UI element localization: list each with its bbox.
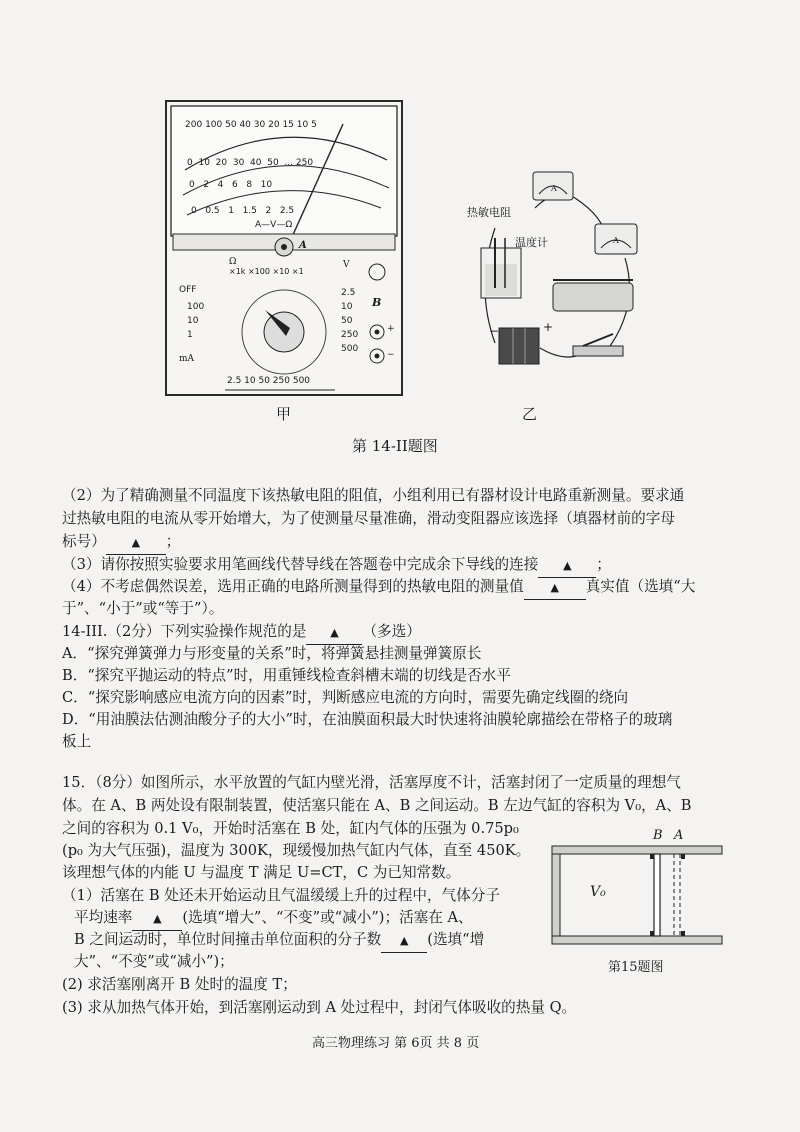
terminal-b-label: B [372, 296, 382, 309]
answer-blank[interactable]: ▲ [306, 621, 362, 645]
q15-sub1-line2: 平均速率 ▲ (选填“增大”、“不变”或“减小”)；活塞在 A、 [74, 907, 473, 931]
top-ammeter-label: A [551, 184, 557, 193]
zero-knob-label: A [299, 240, 307, 251]
figure-14-caption: 第 14-II题图 [352, 437, 438, 455]
v-range-labels: 2.5 10 50 250 500 [341, 288, 359, 354]
answer-blank[interactable]: ▲ [538, 554, 596, 578]
ohm-range-labels: ×1k ×100 ×10 ×1 [229, 267, 304, 276]
ac-scale-labels: 0 2 4 6 8 10 [189, 180, 273, 190]
bottom-range-labels: 2.5 10 50 250 500 [227, 376, 311, 386]
figure-14-multimeter [165, 100, 403, 396]
battery-plus: + [543, 320, 554, 334]
label-b: B [653, 828, 663, 843]
q14iii-stem: 14-III.（2分）下列实验操作规范的是 ▲ （多选） [62, 621, 421, 645]
v-symbol: V [343, 260, 350, 270]
q14ii-part3: （3）请你按照实验要求用笔画线代替导线在答题卷中完成余下导线的连接 ▲ ； [62, 554, 611, 578]
label-v0: V₀ [590, 884, 606, 900]
q14iii-option-b: B．“探究平抛运动的特点”时，用重锤线检查斜槽末端的切线是否水平 [62, 667, 511, 684]
q14ii-part4-line2: 于”、“小于”或“等于”）。 [62, 600, 224, 617]
q15-line3: 之间的容积为 0.1 V₀，开始时活塞在 B 处，缸内气体的压强为 0.75p₀ [62, 820, 519, 837]
q14iii-option-d-line2: 板上 [62, 733, 92, 750]
figure-15-caption: 第15题图 [608, 960, 664, 975]
terminal-minus: − [387, 350, 395, 360]
terminal-plus: + [387, 324, 395, 334]
q14ii-part4-line1: （4）不考虑偶然误差，选用正确的电路所测量得到的热敏电阻的测量值 ▲ 真实值（选填“大 [62, 576, 695, 600]
answer-blank[interactable]: ▲ [132, 907, 182, 931]
circuit-drawing [455, 168, 645, 390]
answer-blank[interactable]: ▲ [524, 576, 586, 600]
thermometer-label: 温度计 [515, 236, 548, 249]
dc-scale-labels: 0 10 20 30 40 50 ... 250 [187, 158, 314, 168]
ohm-symbol: Ω [229, 257, 237, 267]
answer-blank[interactable]: ▲ [106, 531, 166, 555]
page-footer: 高三物理练习 第 6页 共 8 页 [312, 1036, 480, 1051]
q15-sub1-line1: （1）活塞在 B 处还未开始运动且气温缓缓上升的过程中，气体分子 [62, 887, 500, 904]
q14ii-part2-line3: 标号） ▲ ； [62, 531, 180, 555]
q14iii-option-d-line1: D．“用油膜法估测油酸分子的大小”时，在油膜面积最大时快速将油膜轮廓描绘在带格子的玻璃 [62, 711, 673, 728]
figure-label-jia: 甲 [276, 405, 292, 423]
q14ii-part2-line1: （2）为了精确测量不同温度下该热敏电阻的阻值，小组利用已有器材设计电路重新测量。要求通 [62, 487, 685, 504]
battery-minus: − [489, 324, 500, 338]
q15-sub1-line3: B 之间运动时，单位时间撞击单位面积的分子数 ▲ (选填“增 [74, 929, 484, 953]
figure-15-cylinder [550, 828, 725, 953]
q15-sub3: (3) 求从加热气体开始，到活塞刚运动到 A 处过程中，封闭气体吸收的热量 Q。 [62, 999, 577, 1016]
q15-line4: (p₀ 为大气压强)，温度为 300K，现缓慢加热气缸内气体，直至 450K。 [62, 842, 531, 859]
label-a: A [674, 828, 684, 843]
ma-symbol: mA [179, 354, 195, 364]
q15-sub1-line4: 大”、“不变”或“减小”)； [74, 953, 234, 970]
cylinder-drawing [550, 828, 725, 953]
answer-blank[interactable]: ▲ [381, 929, 427, 953]
figure-label-yi: 乙 [522, 405, 538, 423]
q14iii-option-c: C．“探究影响感应电流方向的因素”时，判断感应电流的方向时，需要先确定线圈的绕向 [62, 689, 629, 706]
ma-range-labels: 100 10 1 [187, 302, 205, 340]
thermistor-label: 热敏电阻 [467, 206, 511, 219]
q15-line1: 15．（8分）如图所示，水平放置的气缸内壁光滑，活塞厚度不计，活塞封闭了一定质量的理想气 [62, 774, 681, 791]
q15-line5: 该理想气体的内能 U 与温度 T 满足 U=CT，C 为已知常数。 [62, 864, 461, 881]
q14ii-part2-line2: 过热敏电阻的电流从零开始增大，为了使测量尽量准确，滑动变阻器应该选择（填器材前的字母 [62, 510, 675, 527]
q15-sub2: (2) 求活塞刚离开 B 处时的温度 T； [62, 976, 297, 993]
q15-line2: 体。在 A、B 两处设有限制装置，使活塞只能在 A、B 之间运动。B 左边气缸的容积为 V₀，A、B [62, 797, 692, 814]
mini-scale-labels: 0 0.5 1 1.5 2 2.5 [191, 206, 295, 216]
right-ammeter-label: A [613, 236, 619, 245]
dial-center-label: A—V—Ω [255, 220, 293, 230]
multimeter-drawing [165, 100, 403, 396]
ohm-scale-labels: 200 100 50 40 30 20 15 10 5 [185, 120, 317, 130]
off-label: OFF [179, 285, 197, 295]
figure-14-circuit [455, 168, 645, 390]
q14iii-option-a: A．“探究弹簧弹力与形变量的关系”时，将弹簧悬挂测量弹簧原长 [62, 645, 482, 662]
